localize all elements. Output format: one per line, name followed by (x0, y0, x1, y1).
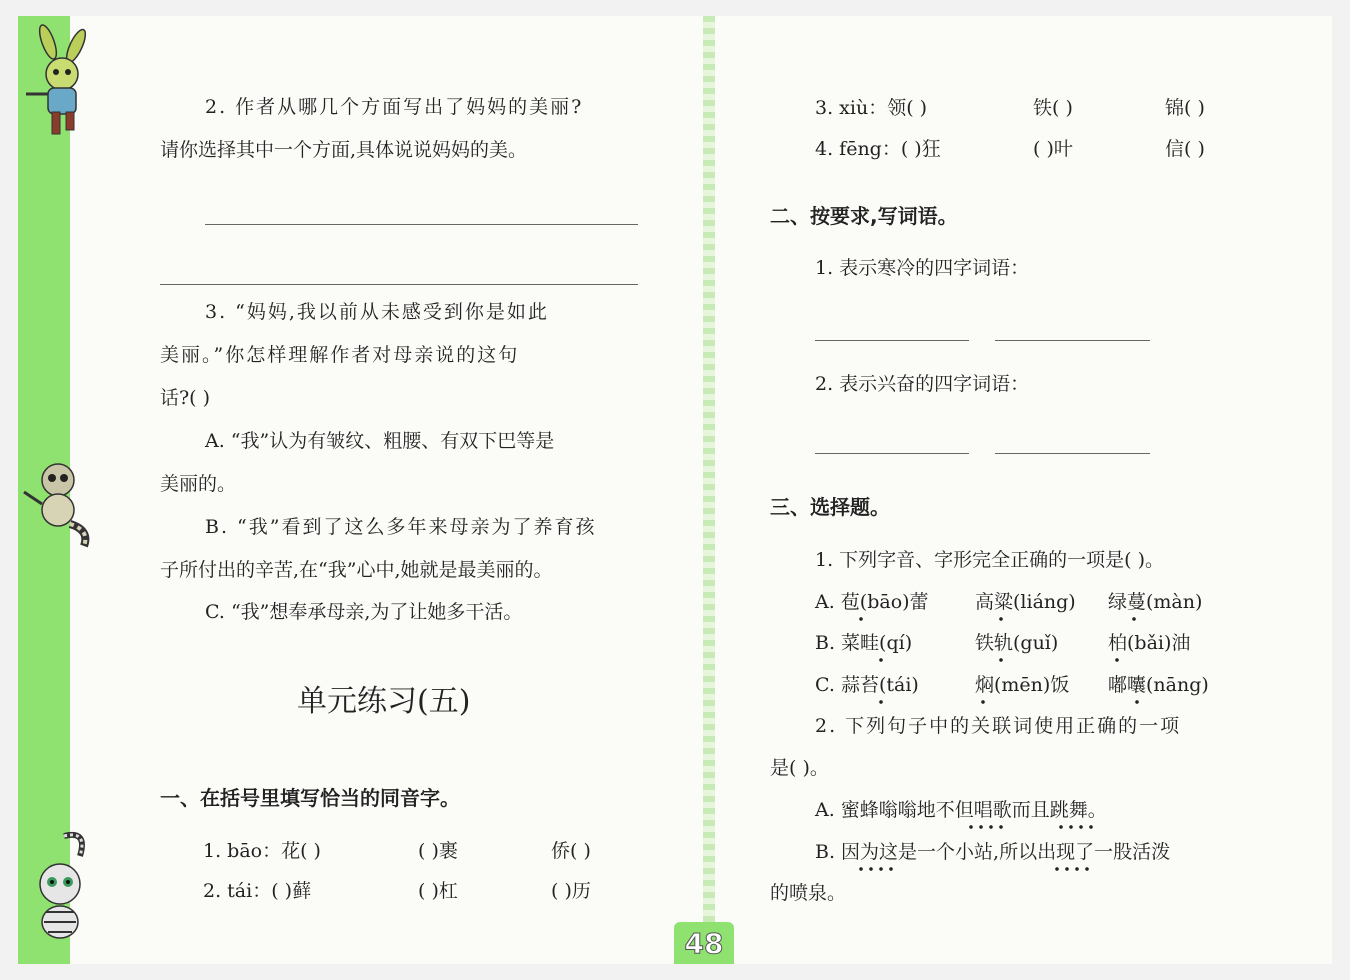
s3-question2-line2: 是( )。 (770, 757, 829, 779)
row1-item2: ( )裹 (418, 840, 458, 862)
emphasis-dots (876, 700, 886, 704)
s3-question2-line1: 2. 下列句子中的关联词使用正确的一项 (815, 715, 1182, 737)
tiger-mascot-icon (18, 826, 98, 946)
q3-line1: 3. “妈妈,我以前从未感受到你是如此 (205, 301, 549, 323)
s3q1-option-c-3: 嘟囔(nāng) (1108, 674, 1209, 696)
row4-item3: 信( ) (1165, 138, 1205, 160)
emphasis-dots (856, 867, 896, 871)
page-number: 48 (674, 922, 734, 964)
s3q1-option-c: C. 蒜苔(tái) (815, 674, 919, 696)
emphasis-dots (966, 825, 1006, 829)
q3-option-c: C. “我”想奉承母亲,为了让她多干活。 (205, 601, 523, 623)
emphasis-dots (1112, 658, 1122, 662)
s2q2-answer-line-2[interactable] (995, 453, 1150, 454)
emphasis-dots (1132, 700, 1142, 704)
s3q1-option-a-3: 绿蔓(màn) (1108, 591, 1203, 613)
row3-item3: 锦( ) (1165, 97, 1205, 119)
emphasis-dots (1129, 617, 1139, 621)
row4-item2: ( )叶 (1033, 138, 1073, 160)
right-page (712, 16, 1332, 964)
book-spine (703, 16, 715, 964)
s3q1-option-b-3: 柏(bǎi)油 (1108, 632, 1191, 654)
s3q2-option-a: A. 蜜蜂嗡嗡地不但唱歌而且跳舞。 (815, 799, 1107, 821)
row4-item1: 4. fēng：( )狂 (815, 138, 941, 160)
emphasis-dots (978, 700, 988, 704)
s3-question1: 1. 下列字音、字形完全正确的一项是( )。 (815, 549, 1165, 571)
row3-item1: 3. xiù：领( ) (815, 97, 928, 119)
s3q1-option-b-2: 铁轨(guǐ) (975, 632, 1059, 654)
s2-question1: 1. 表示寒冷的四字词语： (815, 257, 1030, 279)
row1-item3: 侨( ) (551, 840, 591, 862)
rabbit-mascot-icon (18, 24, 98, 144)
emphasis-dots (1056, 825, 1096, 829)
q3-option-b-line2: 子所付出的辛苦,在“我”心中,她就是最美丽的。 (160, 559, 553, 581)
raccoon-mascot-icon (18, 458, 98, 550)
q3-line3: 话?( ) (160, 387, 211, 409)
emphasis-dots (876, 658, 886, 662)
section1-heading: 一、在括号里填写恰当的同音字。 (160, 786, 460, 810)
s2q1-answer-line-1[interactable] (815, 340, 969, 341)
row2-item1: 2. tái：( )藓 (203, 880, 312, 902)
answer-line-2[interactable] (160, 284, 638, 285)
s3q1-option-a-2: 高粱(liáng) (975, 591, 1076, 613)
section3-heading: 三、选择题。 (770, 495, 890, 519)
emphasis-dots (1052, 867, 1092, 871)
emphasis-dots (856, 617, 866, 621)
q3-line2: 美丽。”你怎样理解作者对母亲说的这句 (160, 344, 520, 366)
section2-heading: 二、按要求,写词语。 (770, 204, 958, 228)
row2-item2: ( )杠 (418, 880, 458, 902)
unit-title: 单元练习(五) (297, 684, 471, 719)
q3-option-b-line1: B. “我”看到了这么多年来母亲为了养育孩 (205, 516, 597, 538)
q3-option-a-line2: 美丽的。 (160, 473, 237, 495)
q2-line2: 请你选择其中一个方面,具体说说妈妈的美。 (160, 139, 528, 161)
s3q1-option-a: A. 苞(bāo)蕾 (815, 591, 929, 613)
row2-item3: ( )历 (551, 880, 591, 902)
s3q1-option-c-2: 焖(mēn)饭 (975, 674, 1070, 696)
s3q1-option-b: B. 菜畦(qí) (815, 632, 913, 654)
s3q2-option-b-line1: B. 因为这是一个小站,所以出现了一股活泼 (815, 841, 1171, 863)
answer-line-1[interactable] (205, 224, 638, 225)
row1-item1: 1. bāo：花( ) (203, 840, 321, 862)
emphasis-dots (996, 658, 1006, 662)
emphasis-dots (996, 617, 1006, 621)
q3-option-a-line1: A. “我”认为有皱纹、粗腰、有双下巴等是 (205, 430, 555, 452)
s2q1-answer-line-2[interactable] (995, 340, 1150, 341)
row3-item2: 铁( ) (1033, 97, 1073, 119)
s2-question2: 2. 表示兴奋的四字词语： (815, 373, 1030, 395)
s2q2-answer-line-1[interactable] (815, 453, 969, 454)
q2-line1: 2. 作者从哪几个方面写出了妈妈的美丽? (205, 96, 584, 118)
s3q2-option-b-line2: 的喷泉。 (770, 882, 847, 904)
